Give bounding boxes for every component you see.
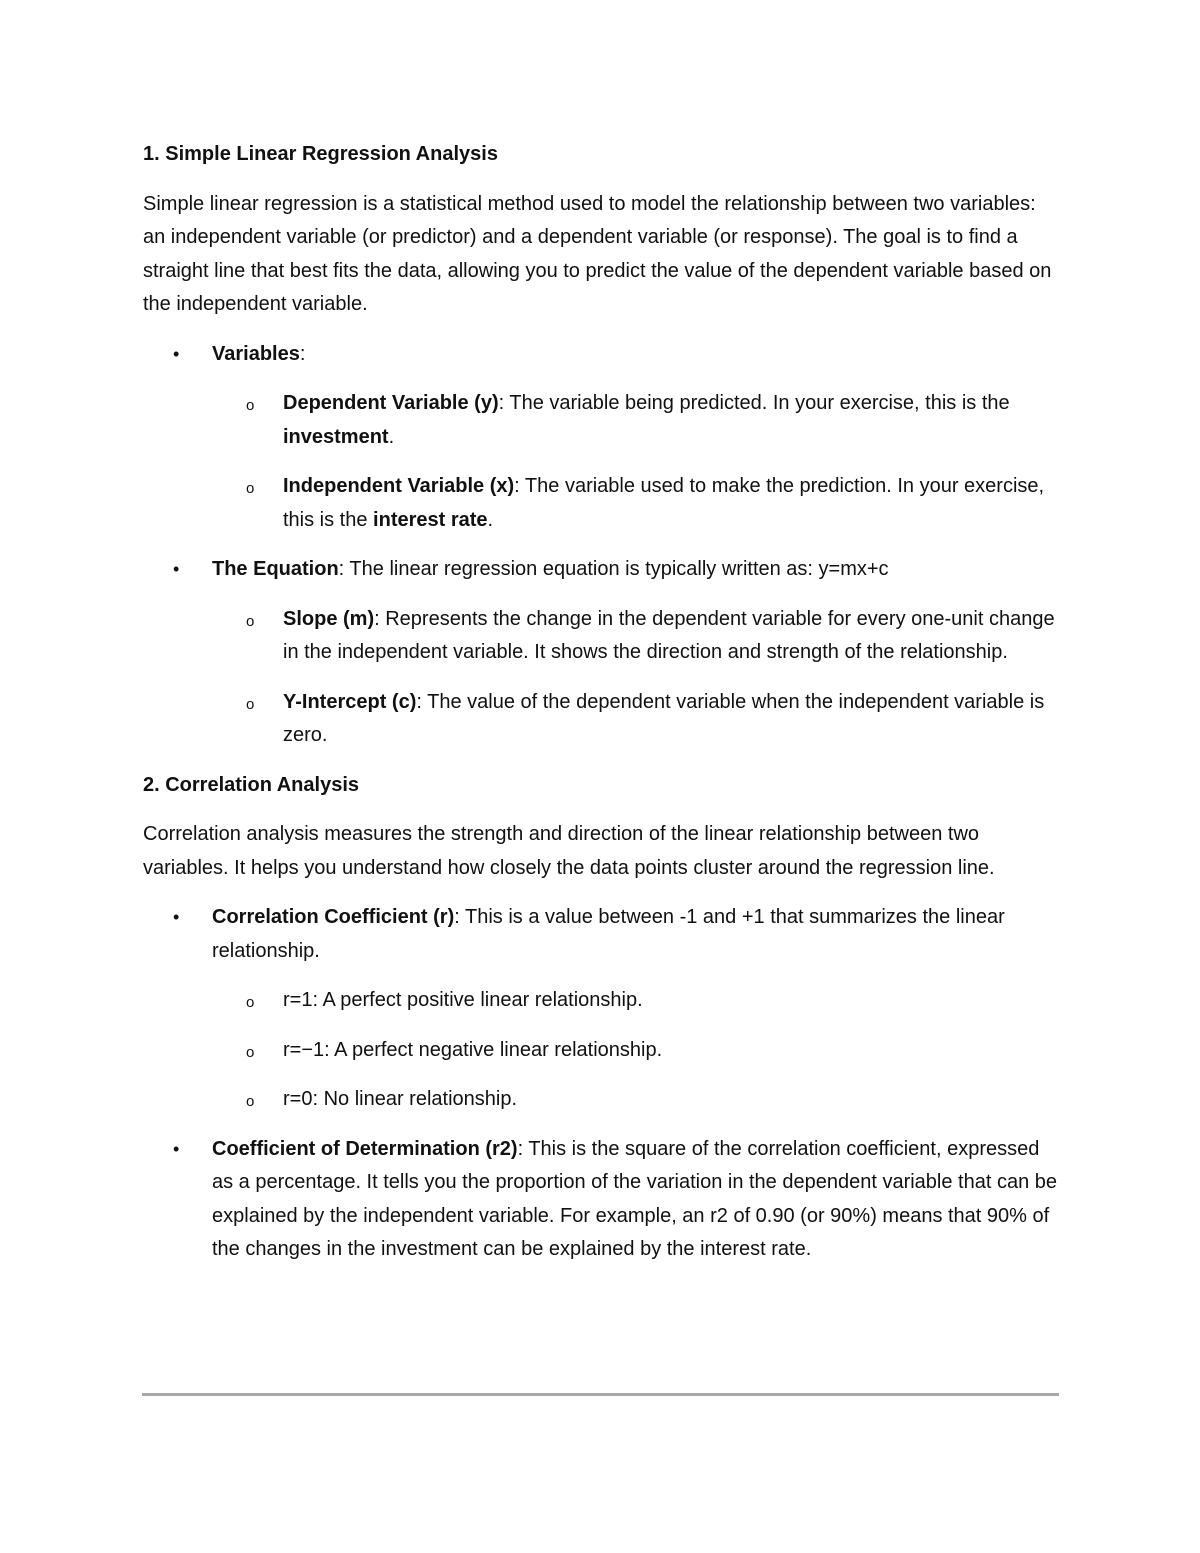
equation-text: : The linear regression equation is typically written as: y=mx+c [338, 558, 889, 580]
bullet-icon: • [173, 907, 180, 927]
list-item-correlation-coefficient [143, 901, 1063, 1117]
section-1-intro: Simple linear regression is a statistical method used to model the relationship between two variables: an independent variable (or predictor) and a dependent variable (or response). The goal is to find a straight line that best fits the data, allowing you to predict the value of the dependent variable based on the independent variable. [143, 192, 1052, 315]
equation-sublist [212, 603, 1063, 753]
sub-bullet-icon: o [246, 480, 255, 497]
equation-label: The Equation [212, 558, 339, 580]
sub-bullet-icon: o [246, 994, 255, 1011]
list-item-determination [143, 1133, 1063, 1267]
list-item-intercept [212, 686, 1063, 753]
intercept-label: Y-Intercept (c) [283, 690, 417, 713]
section-2-intro: Correlation analysis measures the strength and direction of the linear relationship between two variables. It helps you understand how closely the data points cluster around the regression line. [143, 823, 995, 879]
slope-label: Slope (m) [283, 607, 375, 630]
r-positive-text: r=1: A perfect positive linear relationship. [283, 989, 643, 1011]
section-2-list [143, 901, 1063, 1267]
sub-bullet-icon: o [246, 1043, 255, 1061]
independent-variable-bold: interest rate [373, 508, 488, 531]
list-item-r-negative [212, 1034, 1063, 1068]
dependent-variable-text: : The variable being predicted. In your exercise, this is the [498, 392, 1010, 414]
independent-variable-text: : The variable used to make the prediction. In your exercise, this is the [283, 475, 1045, 531]
independent-variable-label: Independent Variable (x) [283, 475, 515, 497]
bullet-icon: • [173, 559, 180, 579]
bullet-icon: • [173, 1138, 180, 1159]
list-item-dependent-variable [212, 387, 1063, 454]
section-1-list [143, 338, 1063, 753]
variables-sublist [212, 387, 1063, 537]
dependent-variable-bold: investment [283, 425, 389, 448]
variables-suffix: : [299, 342, 306, 365]
r-zero-text: r=0: No linear relationship. [283, 1088, 518, 1110]
list-item-slope [212, 603, 1063, 670]
list-item-equation [143, 553, 1063, 753]
sub-bullet-icon: o [246, 695, 255, 713]
section-1-heading: 1. Simple Linear Regression Analysis [143, 143, 498, 165]
correlation-coefficient-label: Correlation Coefficient (r) [212, 906, 455, 928]
document-page [143, 138, 1063, 1283]
bullet-icon: • [173, 343, 180, 364]
correlation-sublist [212, 984, 1063, 1117]
determination-label: Coefficient of Determination (r2) [212, 1137, 518, 1160]
variables-label: Variables [212, 342, 300, 365]
section-2-heading: 2. Correlation Analysis [143, 773, 359, 796]
sub-bullet-icon: o [246, 612, 255, 630]
correlation-coefficient-text: : This is a value between -1 and +1 that summarizes the linear relationship. [212, 906, 1005, 962]
r-negative-text: r=−1: A perfect negative linear relationship. [283, 1038, 663, 1061]
slope-text: : Represents the change in the dependent variable for every one-unit change in the independent variable. It shows the direction and strength of the relationship. [283, 607, 1055, 663]
determination-text: : This is the square of the correlation coefficient, expressed as a percentage. It tells you the proportion of the variation in the dependent variable that can be explained by the independent variable. For example, an r2 of 0.90 (or 90%) means that 90% of the changes in the investment can be explained by the interest rate. [212, 1137, 1058, 1260]
list-item-r-positive [212, 984, 1063, 1018]
independent-variable-end: . [487, 508, 494, 531]
sub-bullet-icon: o [246, 1093, 255, 1110]
intercept-text: : The value of the dependent variable when the independent variable is zero. [283, 690, 1045, 746]
sub-bullet-icon: o [246, 397, 255, 414]
list-item-r-zero [212, 1083, 1063, 1117]
horizontal-rule [142, 1393, 1059, 1396]
dependent-variable-label: Dependent Variable (y) [283, 392, 499, 414]
dependent-variable-end: . [388, 425, 395, 448]
list-item-independent-variable [212, 470, 1063, 537]
list-item-variables [143, 338, 1063, 538]
